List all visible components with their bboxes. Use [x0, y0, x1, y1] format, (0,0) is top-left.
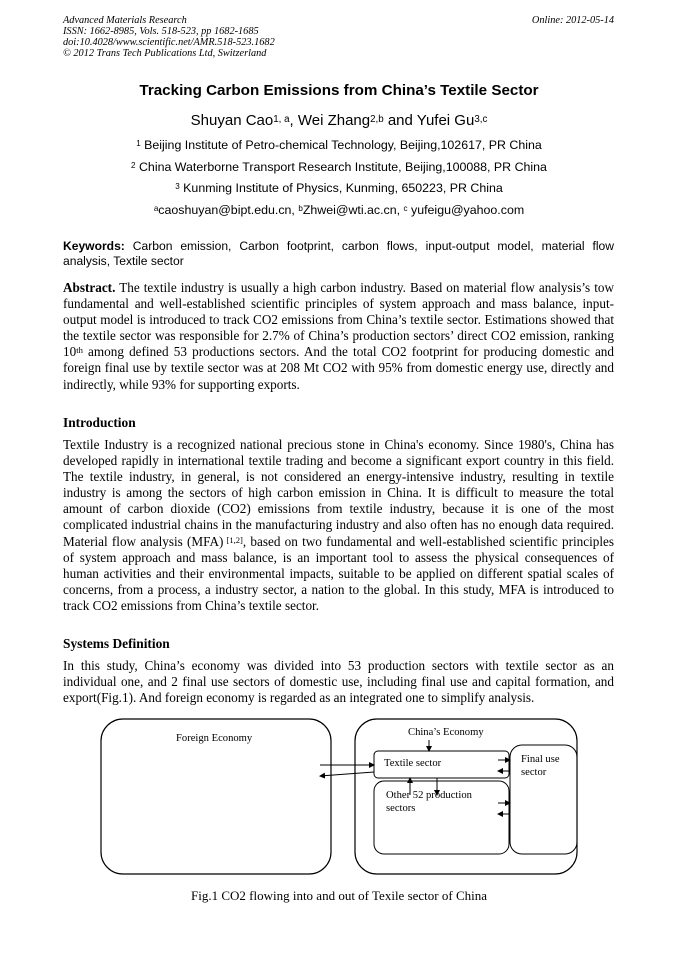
- textile-sector-label: Textile sector: [384, 758, 442, 769]
- journal-name: Advanced Materials Research: [63, 15, 187, 26]
- abstract-label: Abstract.: [63, 280, 116, 295]
- affiliation-text: Kunming Institute of Physics, Kunming, 650223, PR China: [183, 181, 503, 195]
- abstract-sup: th: [76, 345, 83, 356]
- author-separator: and: [383, 112, 417, 129]
- abstract-text: among defined 53 productions sectors. And the total CO2 footprint for producing domestic and foreign final use by textile sector was at 208 Mt CO2 with 95% from domestic energy use, directly and indirectly, while 93% for supporting exports.: [63, 344, 614, 392]
- author-sup: 1, a: [273, 113, 290, 125]
- affiliation-num: 1: [136, 139, 141, 149]
- author-sup: 2,b: [370, 113, 384, 125]
- author-name: Shuyan Cao: [190, 112, 274, 129]
- introduction-heading: Introduction: [63, 415, 136, 430]
- arrow-textile-to-foreign: [320, 772, 374, 776]
- citation[interactable]: [1,2]: [223, 534, 243, 545]
- intro-text: , based on two fundamental and well-established scientific principles of system approach and mass balance, is an important tool to assess the physical consequences of human activities and their environmental impacts, suitable to be applied on different spatial scales of concerns, from a process, a industry sector, a nation to the global. In this study, MFA is introduced to track CO2 emissions from China’s textile sector.: [63, 533, 614, 613]
- systems-heading: Systems Definition: [63, 636, 170, 651]
- email-sup: a: [153, 204, 159, 214]
- keywords-text: Carbon emission, Carbon footprint, carbon flows, input-output model, material flow analysis, Textile sector: [63, 239, 614, 268]
- affiliation-num: 2: [131, 161, 136, 171]
- intro-text: Textile Industry is a recognized national precious stone in China's economy. Since 1980's, China has developed rapidly in international textile trading and become a significant export country in this field. The textile industry, in general, is not considered an energy-intensive industry, resulting in textile industry is among the sectors of high carbon emission in China. It is difficult to measure the total amount of carbon dioxide (CO2) emissions from textile industry, because it is one of the most complicated industrial chains in the manufacturing industry and also often has no enough data required. Material flow analysis (MFA): [63, 437, 614, 549]
- email-sup: b: [298, 204, 303, 214]
- keywords-label: Keywords:: [63, 239, 125, 253]
- author-sup: 3,c: [474, 113, 488, 125]
- author-separator: ,: [289, 112, 298, 129]
- email[interactable]: Zhwei@wti.ac.cn,: [302, 203, 404, 217]
- affiliation: [0, 181, 678, 195]
- journal-header: [63, 15, 275, 59]
- email[interactable]: yufeigu@yahoo.com: [411, 203, 525, 217]
- copyright: © 2012 Trans Tech Publications Ltd, Switzerland: [63, 48, 267, 59]
- other-sectors-line: sectors: [386, 802, 416, 814]
- introduction-text: [63, 437, 614, 614]
- author-list: [0, 112, 678, 129]
- abstract: [63, 280, 614, 393]
- systems-text: In this study, China’s economy was divided into 53 production sectors with textile sector as an individual one, and 2 final use sectors of domestic use, including final use and capital formation, and export(Fig.1). And foreign economy is regarded as an integrated one to simplify analysis.: [63, 658, 614, 706]
- email-sup: c: [403, 204, 408, 214]
- affiliation-num: 3: [175, 182, 180, 192]
- foreign-economy-label: Foreign Economy: [176, 733, 253, 744]
- paper-title: Tracking Carbon Emissions from China’s Textile Sector: [139, 82, 539, 99]
- keywords: [63, 239, 614, 269]
- other-sectors-line: Other 52 production: [386, 790, 472, 801]
- online-date: Online: 2012-05-14: [531, 15, 614, 26]
- email[interactable]: caoshuyan@bipt.edu.cn,: [158, 203, 299, 217]
- final-use-line: sector: [521, 766, 547, 778]
- author-name: Wei Zhang: [297, 112, 371, 129]
- china-economy-label: China’s Economy: [408, 727, 484, 738]
- final-use-line: Final use: [521, 754, 560, 765]
- affiliation-text: Beijing Institute of Petro-chemical Technology, Beijing,102617, PR China: [144, 138, 542, 152]
- affiliation: [0, 138, 678, 152]
- affiliation-text: China Waterborne Transport Research Institute, Beijing,100088, PR China: [138, 160, 547, 174]
- other-sectors-label: [386, 790, 472, 815]
- journal-issn: ISSN: 1662-8985, Vols. 518-523, pp 1682-1685: [63, 26, 259, 37]
- doi[interactable]: doi:10.4028/www.scientific.net/AMR.518-523.1682: [63, 37, 275, 48]
- abstract-text: The textile industry is usually a high carbon industry. Based on material flow analysis’s tow fundamental and well-established scientific principles of system approach and mass balance, input-output model is introduced to track CO2 emissions from China’s textile sector. Estimations showed that the textile sector was responsible for 2.7% of China’s production sectors’ direct CO2 emission, ranking 10: [63, 280, 614, 360]
- final-use-label: [521, 754, 560, 779]
- author-name: Yufei Gu: [416, 112, 475, 129]
- figure-caption: Fig.1 CO2 flowing into and out of Texile sector of China: [190, 888, 487, 903]
- email-line: [0, 203, 678, 217]
- affiliation: [0, 160, 678, 174]
